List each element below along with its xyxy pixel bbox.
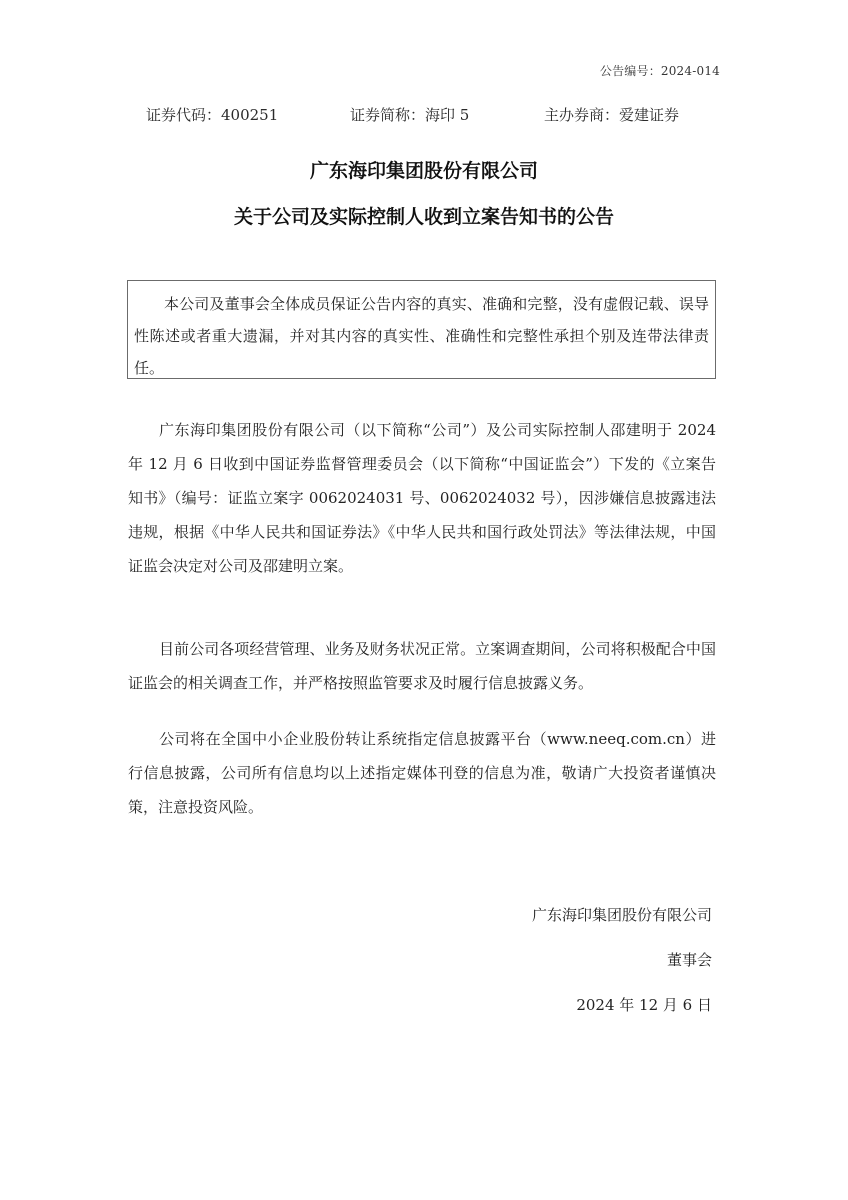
body-paragraph-3 — [128, 722, 716, 824]
signature-company: 广东海印集团股份有限公司 — [531, 906, 712, 924]
lead-broker: 主办券商：爱建证券 — [544, 106, 680, 124]
signature-date: 2024 年 12 月 6 日 — [576, 996, 712, 1014]
notice-number: 公告编号：2024-014 — [599, 64, 720, 78]
paragraph-text: 公司将在全国中小企业股份转让系统指定信息披露平台（www.neeq.com.cn）进行信息披露，公司所有信息均以上述指定媒体刊登的信息为准，敬请广大投资者谨慎决策，注意投资风险。 — [128, 730, 716, 816]
body-paragraph-1 — [128, 413, 716, 583]
responsibility-statement-box — [127, 280, 716, 379]
security-code: 证券代码：400251 — [146, 106, 279, 124]
company-title: 广东海印集团股份有限公司 — [309, 160, 538, 182]
signature-board: 董事会 — [666, 951, 712, 969]
paragraph-text: 目前公司各项经营管理、业务及财务状况正常。立案调查期间，公司将积极配合中国证监会的相关调查工作，并严格按照监管要求及时履行信息披露义务。 — [128, 640, 716, 692]
security-abbreviation: 证券简称：海印 5 — [350, 106, 470, 124]
body-paragraph-2 — [128, 632, 716, 700]
paragraph-text: 广东海印集团股份有限公司（以下简称“公司”）及公司实际控制人邵建明于 2024 年 12 月 6 日收到中国证券监督管理委员会（以下简称“中国证监会”）下发的《立案告知书》（编号：证监立案字 0062024031 号、0062024032 号），因涉嫌信息披露违法违规，根据《中华人民共和国证券法》《中华人民共和国行政处罚法》等法律法规，中国证监会决定对公司及邵建明立案。 — [128, 421, 716, 575]
security-info-row — [146, 104, 706, 126]
announcement-title: 关于公司及实际控制人收到立案告知书的公告 — [233, 206, 614, 228]
responsibility-statement: 本公司及董事会全体成员保证公告内容的真实、准确和完整，没有虚假记载、误导性陈述或者重大遗漏，并对其内容的真实性、准确性和完整性承担个别及连带法律责任。 — [134, 295, 709, 377]
